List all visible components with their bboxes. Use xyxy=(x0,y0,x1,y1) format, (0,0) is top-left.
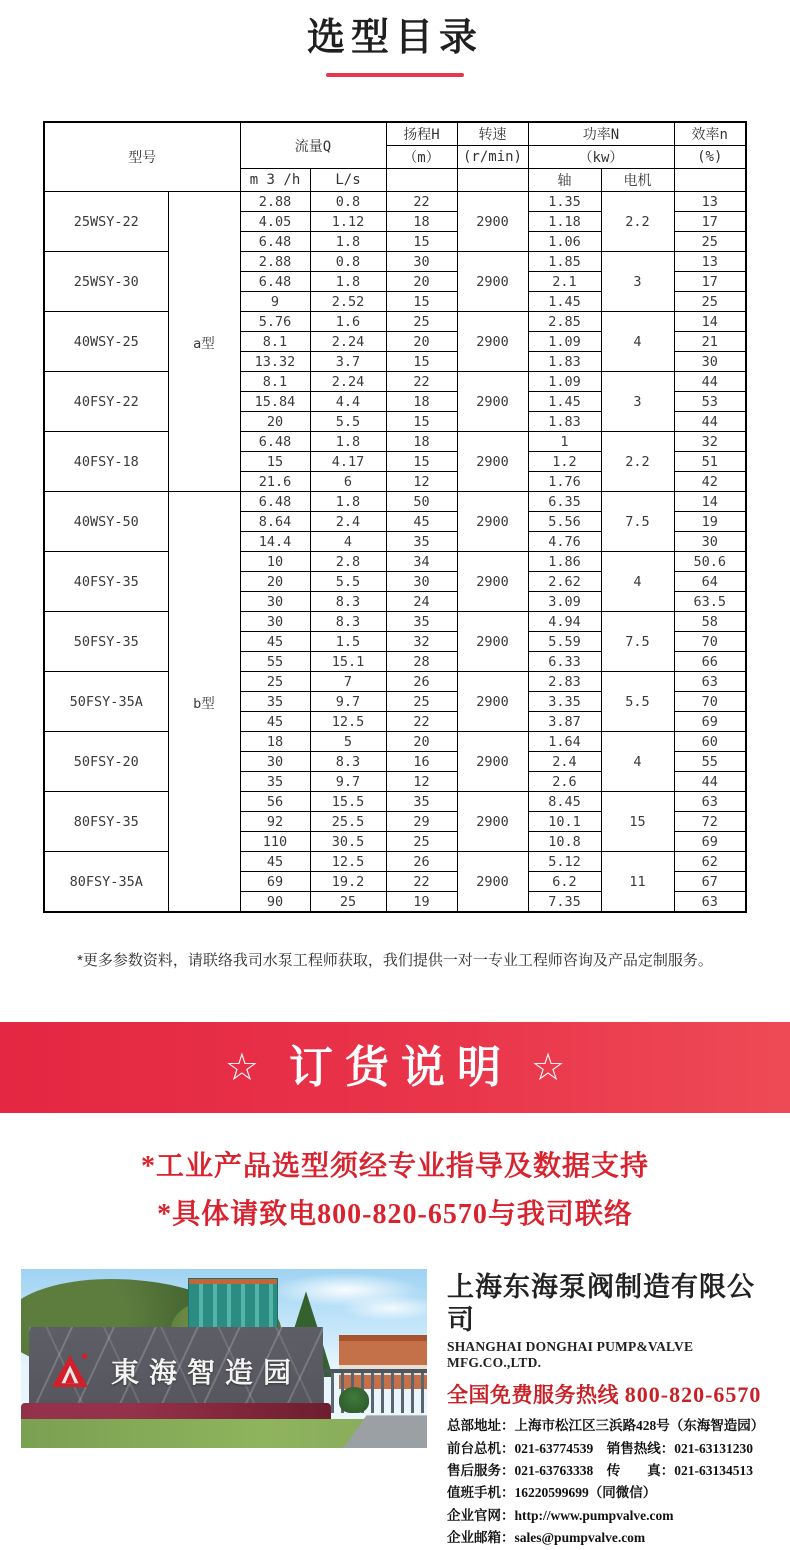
flow-m3h-cell: 30 xyxy=(240,612,310,632)
efficiency-cell: 44 xyxy=(674,412,746,432)
head-cell: 28 xyxy=(386,652,457,672)
head-cell: 29 xyxy=(386,812,457,832)
flow-m3h-cell: 6.48 xyxy=(240,432,310,452)
speed-cell: 2900 xyxy=(457,852,528,913)
flow-ls-cell: 2.24 xyxy=(310,372,386,392)
head-cell: 15 xyxy=(386,352,457,372)
model-cell: 40FSY-22 xyxy=(44,372,168,432)
shaft-power-cell: 2.83 xyxy=(528,672,601,692)
contact-line-after-sales xyxy=(447,1460,769,1482)
speed-cell: 2900 xyxy=(457,612,528,672)
flow-m3h-cell: 15 xyxy=(240,452,310,472)
type-group-cell: a型 xyxy=(168,192,240,492)
shaft-power-cell: 1.35 xyxy=(528,192,601,212)
page-header xyxy=(0,0,790,77)
contact-line-email xyxy=(447,1527,769,1549)
head-cell: 18 xyxy=(386,212,457,232)
speed-cell: 2900 xyxy=(457,672,528,732)
flow-ls-cell: 9.7 xyxy=(310,772,386,792)
shaft-power-cell: 3.87 xyxy=(528,712,601,732)
head-cell: 20 xyxy=(386,332,457,352)
speed-cell: 2900 xyxy=(457,732,528,792)
flow-m3h-cell: 2.88 xyxy=(240,252,310,272)
efficiency-cell: 14 xyxy=(674,492,746,512)
service-hotline xyxy=(447,1379,769,1409)
header-efficiency-unit: (%) xyxy=(674,146,746,169)
table-row xyxy=(44,372,746,392)
shaft-power-cell: 10.8 xyxy=(528,832,601,852)
model-cell: 80FSY-35 xyxy=(44,792,168,852)
flow-ls-cell: 0.8 xyxy=(310,192,386,212)
contact-value: 021-63763338 传 真：021-63134513 xyxy=(514,1462,753,1478)
flow-ls-cell: 4.4 xyxy=(310,392,386,412)
flow-ls-cell: 2.52 xyxy=(310,292,386,312)
flow-m3h-cell: 6.48 xyxy=(240,272,310,292)
efficiency-cell: 66 xyxy=(674,652,746,672)
head-cell: 22 xyxy=(386,192,457,212)
shaft-power-cell: 5.59 xyxy=(528,632,601,652)
flow-m3h-cell: 92 xyxy=(240,812,310,832)
flow-ls-cell: 12.5 xyxy=(310,712,386,732)
shaft-power-cell: 6.35 xyxy=(528,492,601,512)
efficiency-cell: 25 xyxy=(674,292,746,312)
head-cell: 25 xyxy=(386,692,457,712)
flow-ls-cell: 15.5 xyxy=(310,792,386,812)
shaft-power-cell: 2.62 xyxy=(528,572,601,592)
efficiency-cell: 30 xyxy=(674,532,746,552)
website-link[interactable]: http://www.pumpvalve.com xyxy=(514,1507,674,1523)
speed-cell: 2900 xyxy=(457,792,528,852)
flow-ls-cell: 1.6 xyxy=(310,312,386,332)
speed-cell: 2900 xyxy=(457,312,528,372)
header-efficiency: 效率n xyxy=(674,122,746,146)
shaft-power-cell: 10.1 xyxy=(528,812,601,832)
footer-section xyxy=(0,1269,790,1549)
flow-m3h-cell: 8.64 xyxy=(240,512,310,532)
flow-m3h-cell: 2.88 xyxy=(240,192,310,212)
efficiency-cell: 50.6 xyxy=(674,552,746,572)
flow-ls-cell: 19.2 xyxy=(310,872,386,892)
contact-label: 总部地址： xyxy=(447,1418,515,1434)
efficiency-cell: 53 xyxy=(674,392,746,412)
flow-m3h-cell: 35 xyxy=(240,772,310,792)
head-cell: 15 xyxy=(386,232,457,252)
email-link[interactable]: sales@pumpvalve.com xyxy=(514,1530,646,1546)
flow-m3h-cell: 45 xyxy=(240,632,310,652)
flow-ls-cell: 25.5 xyxy=(310,812,386,832)
header-head-unit: （m） xyxy=(386,146,457,169)
header-flow-m3h: m 3 /h xyxy=(240,169,310,192)
efficiency-cell: 44 xyxy=(674,772,746,792)
head-cell: 18 xyxy=(386,392,457,412)
table-row xyxy=(44,612,746,632)
head-cell: 20 xyxy=(386,272,457,292)
flow-m3h-cell: 110 xyxy=(240,832,310,852)
shaft-power-cell: 6.2 xyxy=(528,872,601,892)
shaft-power-cell: 4.94 xyxy=(528,612,601,632)
efficiency-cell: 44 xyxy=(674,372,746,392)
model-cell: 40WSY-25 xyxy=(44,312,168,372)
efficiency-cell: 58 xyxy=(674,612,746,632)
header-power: 功率N xyxy=(528,122,674,146)
motor-power-cell: 3 xyxy=(601,252,674,312)
flow-ls-cell: 1.5 xyxy=(310,632,386,652)
motor-power-cell: 15 xyxy=(601,792,674,852)
flow-m3h-cell: 14.4 xyxy=(240,532,310,552)
flow-m3h-cell: 8.1 xyxy=(240,332,310,352)
star-icon: ☆ xyxy=(531,1046,566,1089)
banner-title: 订货说明 xyxy=(289,1042,513,1092)
shaft-power-cell: 1.86 xyxy=(528,552,601,572)
contact-line-front-desk xyxy=(447,1438,769,1460)
efficiency-cell: 32 xyxy=(674,432,746,452)
page-title: 选型目录 xyxy=(306,17,483,59)
contact-value: 021-63774539 销售热线：021-63131230 xyxy=(514,1440,753,1456)
head-cell: 20 xyxy=(386,732,457,752)
flow-ls-cell: 1.8 xyxy=(310,272,386,292)
motor-power-cell: 7.5 xyxy=(601,492,674,552)
table-row xyxy=(44,672,746,692)
company-name-en: SHANGHAI DONGHAI PUMP&VALVE MFG.CO.,LTD. xyxy=(447,1339,694,1371)
red-notice-block xyxy=(0,1143,790,1239)
efficiency-cell: 25 xyxy=(674,232,746,252)
efficiency-cell: 69 xyxy=(674,712,746,732)
efficiency-cell: 14 xyxy=(674,312,746,332)
shaft-power-cell: 1.85 xyxy=(528,252,601,272)
flow-m3h-cell: 45 xyxy=(240,712,310,732)
flow-ls-cell: 15.1 xyxy=(310,652,386,672)
head-cell: 35 xyxy=(386,792,457,812)
shaft-power-cell: 1.09 xyxy=(528,372,601,392)
star-icon: ☆ xyxy=(224,1046,259,1089)
flow-ls-cell: 7 xyxy=(310,672,386,692)
head-cell: 22 xyxy=(386,872,457,892)
speed-cell: 2900 xyxy=(457,492,528,552)
header-flow-ls: L/s xyxy=(310,169,386,192)
header-speed-unit: (r/min) xyxy=(457,146,528,169)
shaft-power-cell: 1.45 xyxy=(528,392,601,412)
shaft-power-cell: 1.2 xyxy=(528,452,601,472)
flow-m3h-cell: 5.76 xyxy=(240,312,310,332)
motor-power-cell: 4 xyxy=(601,732,674,792)
flow-m3h-cell: 90 xyxy=(240,892,310,913)
efficiency-cell: 63 xyxy=(674,792,746,812)
shaft-power-cell: 2.85 xyxy=(528,312,601,332)
head-cell: 24 xyxy=(386,592,457,612)
header-power-motor: 电机 xyxy=(601,169,674,192)
model-cell: 40WSY-50 xyxy=(44,492,168,552)
efficiency-cell: 70 xyxy=(674,632,746,652)
speed-cell: 2900 xyxy=(457,252,528,312)
head-cell: 25 xyxy=(386,312,457,332)
motor-power-cell: 2.2 xyxy=(601,432,674,492)
motor-power-cell: 2.2 xyxy=(601,192,674,252)
type-group-cell: b型 xyxy=(168,492,240,913)
head-cell: 12 xyxy=(386,772,457,792)
red-notice-line: *工业产品选型须经专业指导及数据支持 xyxy=(140,1151,649,1183)
flow-m3h-cell: 21.6 xyxy=(240,472,310,492)
flow-ls-cell: 12.5 xyxy=(310,852,386,872)
model-cell: 50FSY-35A xyxy=(44,672,168,732)
head-cell: 32 xyxy=(386,632,457,652)
contact-value: 16220599699（同微信） xyxy=(514,1485,657,1501)
sign-wall xyxy=(29,1327,323,1415)
flow-m3h-cell: 9 xyxy=(240,292,310,312)
flow-m3h-cell: 25 xyxy=(240,672,310,692)
contact-list xyxy=(447,1415,769,1549)
table-row xyxy=(44,792,746,812)
flow-ls-cell: 2.8 xyxy=(310,552,386,572)
table-header-row xyxy=(44,122,746,146)
flow-m3h-cell: 10 xyxy=(240,552,310,572)
flow-m3h-cell: 55 xyxy=(240,652,310,672)
shaft-power-cell: 2.1 xyxy=(528,272,601,292)
contact-label: 值班手机： xyxy=(447,1485,515,1501)
shaft-power-cell: 3.35 xyxy=(528,692,601,712)
table-row xyxy=(44,192,746,212)
motor-power-cell: 11 xyxy=(601,852,674,913)
flow-ls-cell: 1.12 xyxy=(310,212,386,232)
header-head: 扬程H xyxy=(386,122,457,146)
model-cell: 40FSY-35 xyxy=(44,552,168,612)
efficiency-cell: 70 xyxy=(674,692,746,712)
speed-cell: 2900 xyxy=(457,552,528,612)
flow-m3h-cell: 30 xyxy=(240,592,310,612)
flow-m3h-cell: 8.1 xyxy=(240,372,310,392)
contact-value: 上海市松江区三浜路428号（东海智造园） xyxy=(514,1418,765,1434)
flow-ls-cell: 5.5 xyxy=(310,572,386,592)
head-cell: 12 xyxy=(386,472,457,492)
red-notice-line: *具体请致电800-820-6570与我司联络 xyxy=(157,1199,633,1231)
head-cell: 35 xyxy=(386,532,457,552)
efficiency-cell: 13 xyxy=(674,252,746,272)
flow-ls-cell: 5 xyxy=(310,732,386,752)
efficiency-cell: 19 xyxy=(674,512,746,532)
shaft-power-cell: 6.33 xyxy=(528,652,601,672)
company-info xyxy=(447,1269,769,1549)
efficiency-cell: 63 xyxy=(674,892,746,913)
flow-ls-cell: 8.3 xyxy=(310,592,386,612)
header-empty-cell xyxy=(386,169,457,192)
header-flow: 流量Q xyxy=(240,122,386,169)
table-row xyxy=(44,252,746,272)
hotline-label: 全国免费服务热线 xyxy=(447,1383,619,1408)
shaft-power-cell: 7.35 xyxy=(528,892,601,913)
flow-ls-cell: 4 xyxy=(310,532,386,552)
efficiency-cell: 67 xyxy=(674,872,746,892)
head-cell: 30 xyxy=(386,252,457,272)
flow-m3h-cell: 6.48 xyxy=(240,492,310,512)
contact-label: 企业邮箱： xyxy=(447,1530,515,1546)
plant-shape xyxy=(339,1387,369,1413)
flow-m3h-cell: 18 xyxy=(240,732,310,752)
flow-m3h-cell: 4.05 xyxy=(240,212,310,232)
head-cell: 19 xyxy=(386,892,457,913)
flow-m3h-cell: 69 xyxy=(240,872,310,892)
motor-power-cell: 4 xyxy=(601,312,674,372)
hotline-number: 800-820-6570 xyxy=(624,1382,762,1408)
shaft-power-cell: 1 xyxy=(528,432,601,452)
table-row xyxy=(44,552,746,572)
head-cell: 15 xyxy=(386,412,457,432)
motor-power-cell: 4 xyxy=(601,552,674,612)
shaft-power-cell: 1.06 xyxy=(528,232,601,252)
flow-m3h-cell: 13.32 xyxy=(240,352,310,372)
flow-ls-cell: 3.7 xyxy=(310,352,386,372)
flow-m3h-cell: 6.48 xyxy=(240,232,310,252)
header-power-shaft: 轴 xyxy=(528,169,601,192)
head-cell: 16 xyxy=(386,752,457,772)
contact-line-website xyxy=(447,1505,769,1527)
table-row xyxy=(44,732,746,752)
shaft-power-cell: 1.76 xyxy=(528,472,601,492)
shaft-power-cell: 5.12 xyxy=(528,852,601,872)
flow-ls-cell: 25 xyxy=(310,892,386,913)
order-info-banner xyxy=(0,1022,790,1113)
title-underline xyxy=(326,73,464,77)
pump-table-body xyxy=(44,192,746,913)
flow-ls-cell: 30.5 xyxy=(310,832,386,852)
efficiency-cell: 69 xyxy=(674,832,746,852)
flow-ls-cell: 6 xyxy=(310,472,386,492)
shaft-power-cell: 1.83 xyxy=(528,352,601,372)
efficiency-cell: 13 xyxy=(674,192,746,212)
head-cell: 26 xyxy=(386,852,457,872)
motor-power-cell: 5.5 xyxy=(601,672,674,732)
header-empty-cell xyxy=(674,169,746,192)
head-cell: 15 xyxy=(386,452,457,472)
motor-power-cell: 7.5 xyxy=(601,612,674,672)
efficiency-cell: 17 xyxy=(674,272,746,292)
model-cell: 50FSY-35 xyxy=(44,612,168,672)
shaft-power-cell: 3.09 xyxy=(528,592,601,612)
header-model: 型号 xyxy=(44,122,240,192)
table-row xyxy=(44,492,746,512)
head-cell: 22 xyxy=(386,712,457,732)
shaft-power-cell: 8.45 xyxy=(528,792,601,812)
flow-m3h-cell: 30 xyxy=(240,752,310,772)
flow-ls-cell: 9.7 xyxy=(310,692,386,712)
flow-ls-cell: 1.8 xyxy=(310,432,386,452)
shaft-power-cell: 1.18 xyxy=(528,212,601,232)
flow-m3h-cell: 35 xyxy=(240,692,310,712)
contact-line-mobile xyxy=(447,1482,769,1504)
flow-m3h-cell: 45 xyxy=(240,852,310,872)
shaft-power-cell: 1.64 xyxy=(528,732,601,752)
sign-text: 東海智造园 xyxy=(110,1357,301,1389)
efficiency-cell: 72 xyxy=(674,812,746,832)
header-power-unit: （kw） xyxy=(528,146,674,169)
table-row xyxy=(44,312,746,332)
head-cell: 50 xyxy=(386,492,457,512)
model-cell: 25WSY-30 xyxy=(44,252,168,312)
efficiency-cell: 51 xyxy=(674,452,746,472)
efficiency-cell: 30 xyxy=(674,352,746,372)
shaft-power-cell: 1.45 xyxy=(528,292,601,312)
head-cell: 35 xyxy=(386,612,457,632)
company-entrance-photo xyxy=(21,1269,427,1448)
flow-ls-cell: 8.3 xyxy=(310,752,386,772)
contact-line-address xyxy=(447,1415,769,1437)
speed-cell: 2900 xyxy=(457,372,528,432)
model-cell: 40FSY-18 xyxy=(44,432,168,492)
contact-label: 前台总机： xyxy=(447,1440,515,1456)
flow-ls-cell: 1.8 xyxy=(310,492,386,512)
flow-m3h-cell: 20 xyxy=(240,412,310,432)
pump-selection-table xyxy=(43,121,747,913)
contact-label: 企业官网： xyxy=(447,1507,515,1523)
flow-ls-cell: 2.24 xyxy=(310,332,386,352)
head-cell: 30 xyxy=(386,572,457,592)
efficiency-cell: 21 xyxy=(674,332,746,352)
head-cell: 15 xyxy=(386,292,457,312)
shaft-power-cell: 1.09 xyxy=(528,332,601,352)
shaft-power-cell: 2.4 xyxy=(528,752,601,772)
efficiency-cell: 62 xyxy=(674,852,746,872)
head-cell: 45 xyxy=(386,512,457,532)
efficiency-cell: 55 xyxy=(674,752,746,772)
flow-ls-cell: 4.17 xyxy=(310,452,386,472)
shaft-power-cell: 4.76 xyxy=(528,532,601,552)
head-cell: 26 xyxy=(386,672,457,692)
efficiency-cell: 17 xyxy=(674,212,746,232)
head-cell: 18 xyxy=(386,432,457,452)
efficiency-cell: 63 xyxy=(674,672,746,692)
table-row xyxy=(44,852,746,872)
header-speed: 转速 xyxy=(457,122,528,146)
shaft-power-cell: 5.56 xyxy=(528,512,601,532)
flow-ls-cell: 0.8 xyxy=(310,252,386,272)
cloud-shape xyxy=(341,1295,427,1321)
model-cell: 80FSY-35A xyxy=(44,852,168,913)
efficiency-cell: 64 xyxy=(674,572,746,592)
model-cell: 25WSY-22 xyxy=(44,192,168,252)
head-cell: 25 xyxy=(386,832,457,852)
efficiency-cell: 42 xyxy=(674,472,746,492)
flow-ls-cell: 8.3 xyxy=(310,612,386,632)
flow-m3h-cell: 56 xyxy=(240,792,310,812)
shaft-power-cell: 2.6 xyxy=(528,772,601,792)
table-footnote: *更多参数资料，请联络我司水泵工程师获取，我们提供一对一专业工程师咨询及产品定制服务。 xyxy=(77,952,713,970)
contact-label: 售后服务： xyxy=(447,1462,515,1478)
head-cell: 34 xyxy=(386,552,457,572)
flow-ls-cell: 1.8 xyxy=(310,232,386,252)
table-row xyxy=(44,432,746,452)
donghai-logo-icon xyxy=(51,1354,89,1388)
speed-cell: 2900 xyxy=(457,192,528,252)
flow-ls-cell: 2.4 xyxy=(310,512,386,532)
shaft-power-cell: 1.83 xyxy=(528,412,601,432)
motor-power-cell: 3 xyxy=(601,372,674,432)
flow-ls-cell: 5.5 xyxy=(310,412,386,432)
speed-cell: 2900 xyxy=(457,432,528,492)
company-name-cn: 上海东海泵阀制造有限公司 xyxy=(447,1272,755,1335)
entrance-gate-shape xyxy=(321,1369,427,1413)
efficiency-cell: 60 xyxy=(674,732,746,752)
header-empty-cell xyxy=(457,169,528,192)
head-cell: 22 xyxy=(386,372,457,392)
flow-m3h-cell: 20 xyxy=(240,572,310,592)
flow-m3h-cell: 15.84 xyxy=(240,392,310,412)
efficiency-cell: 63.5 xyxy=(674,592,746,612)
model-cell: 50FSY-20 xyxy=(44,732,168,792)
